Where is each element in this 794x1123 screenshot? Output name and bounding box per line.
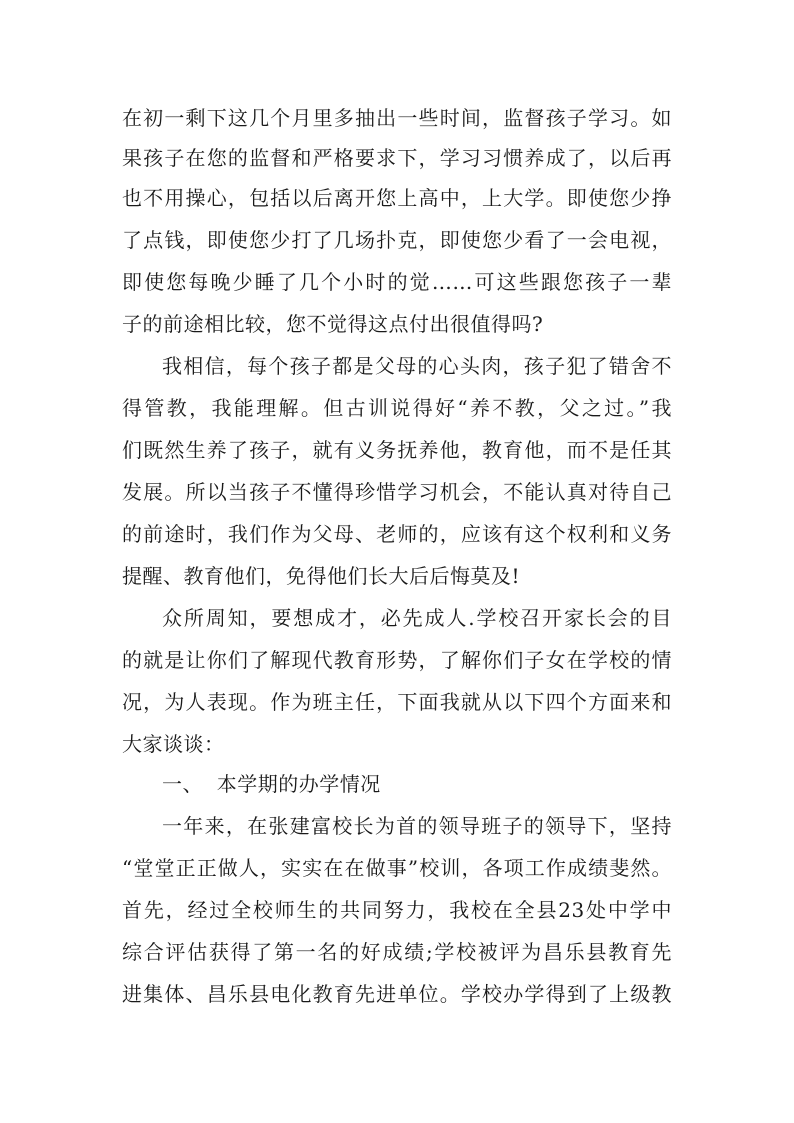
- text-line: 大家谈谈：: [122, 732, 225, 756]
- text-line: 首先，经过全校师生的共同努力，我校在全县23处中学中: [122, 898, 672, 922]
- text-line: 子的前途相比较，您不觉得这点付出很值得吗?: [122, 312, 544, 336]
- text-line: 综合评估获得了第一名的好成绩;学校被评为昌乐县教育先: [122, 940, 672, 964]
- text-line: 进集体、昌乐县电化教育先进单位。学校办学得到了上级教: [122, 982, 672, 1006]
- text-line: 也不用操心，包括以后离开您上高中，上大学。即使您少挣: [122, 186, 672, 210]
- text-line: 的前途时，我们作为父母、老师的，应该有这个权利和义务: [122, 522, 672, 546]
- section-heading: 一、 本学期的办学情况: [162, 772, 381, 796]
- text-line: 了点钱，即使您少打了几场扑克，即使您少看了一会电视，: [122, 228, 672, 252]
- paragraph-first-line: 众所周知，要想成才，必先成人.学校召开家长会的目: [162, 606, 672, 630]
- text-line: 即使您每晚少睡了几个小时的觉……可这些跟您孩子一辈: [122, 270, 672, 294]
- text-line: 在初一剩下这几个月里多抽出一些时间，监督孩子学习。如: [122, 106, 672, 130]
- text-line: 们既然生养了孩子，就有义务抚养他，教育他，而不是任其: [122, 438, 672, 462]
- text-line: 况，为人表现。作为班主任，下面我就从以下四个方面来和: [122, 690, 672, 714]
- text-line: “堂堂正正做人，实实在在做事”校训，各项工作成绩斐然。: [122, 856, 672, 880]
- text-line: 的就是让你们了解现代教育形势，了解你们子女在学校的情: [122, 648, 672, 672]
- text-line: 发展。所以当孩子不懂得珍惜学习机会，不能认真对待自己: [122, 480, 672, 504]
- text-line: 果孩子在您的监督和严格要求下，学习习惯养成了，以后再: [122, 146, 672, 170]
- text-line: 提醒、教育他们，免得他们长大后后悔莫及!: [122, 564, 521, 588]
- paragraph-first-line: 我相信，每个孩子都是父母的心头肉，孩子犯了错舍不: [162, 354, 672, 378]
- paragraph-first-line: 一年来，在张建富校长为首的领导班子的领导下，坚持: [162, 814, 672, 838]
- text-line: 得管教，我能理解。但古训说得好“养不教，父之过。”我: [122, 396, 672, 420]
